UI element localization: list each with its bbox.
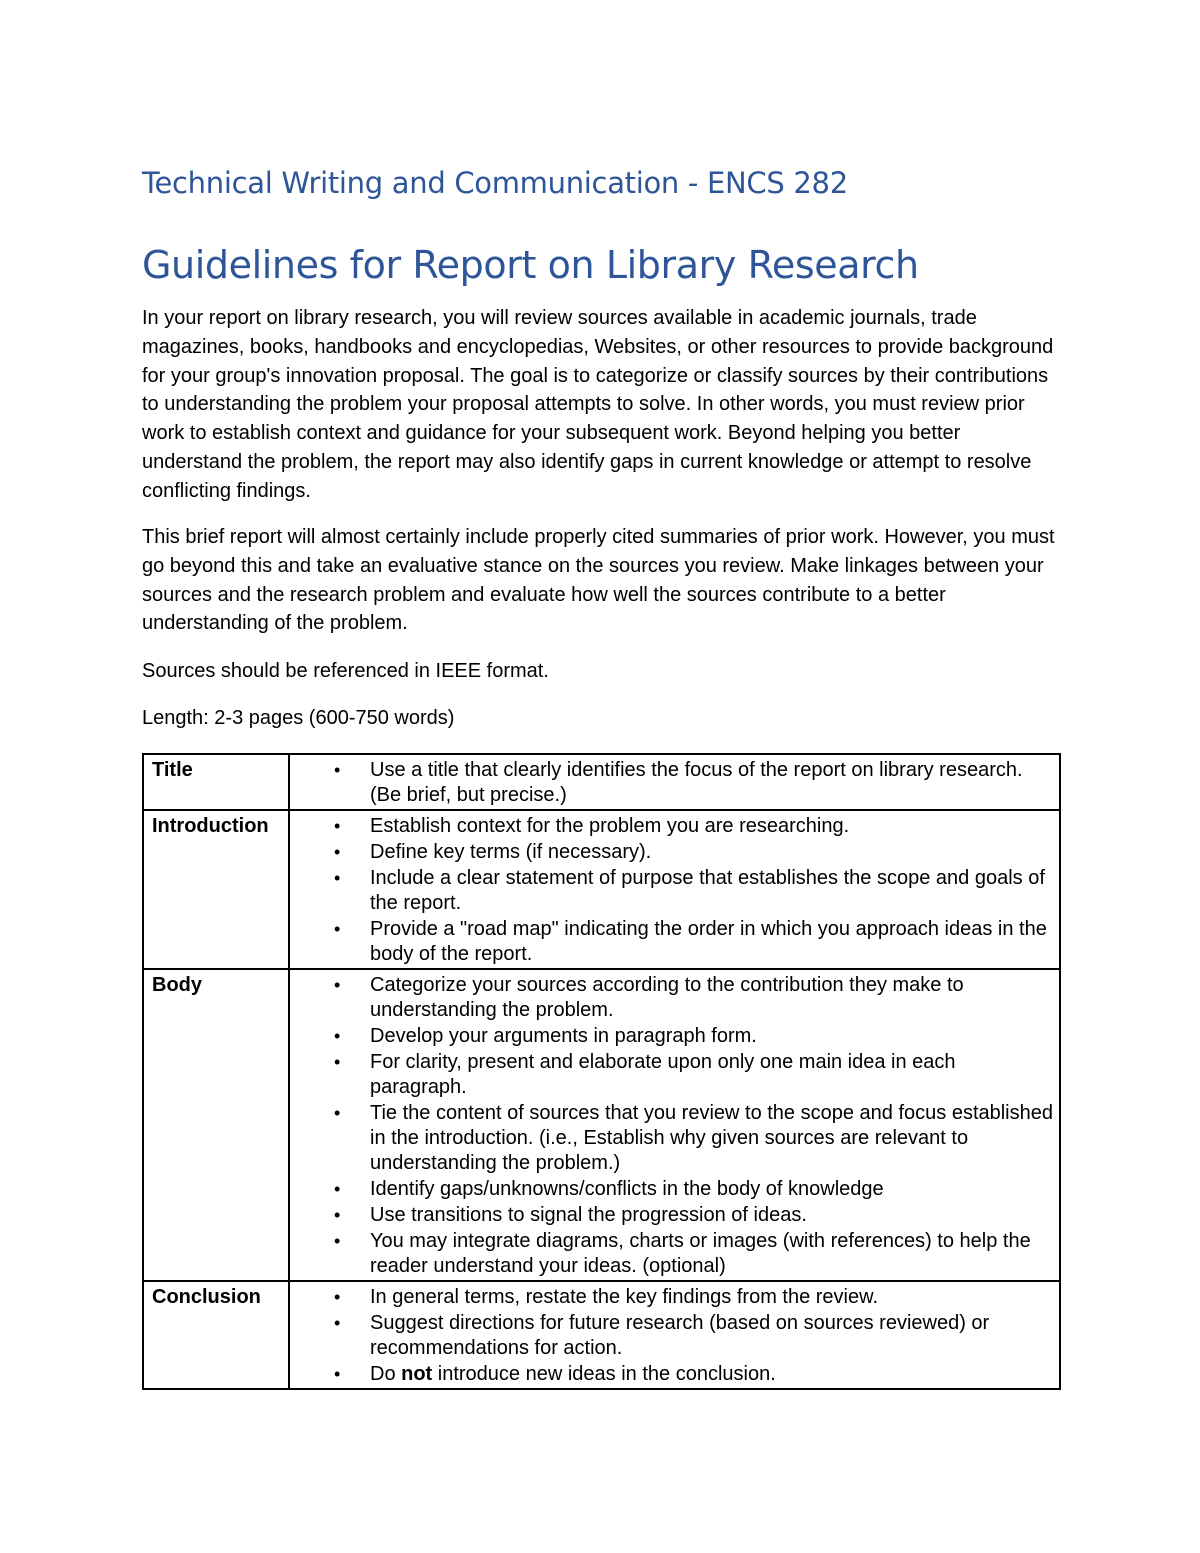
introduction-points-list (298, 814, 1053, 967)
list-item: • Define key terms (if necessary). (370, 840, 1053, 865)
course-title: Technical Writing and Communication - ENCS 282 (142, 166, 848, 200)
conclusion-points-list (298, 1285, 1053, 1387)
point-text-end: introduce new ideas in the conclusion. (432, 1363, 776, 1385)
point-emphasis: not (401, 1363, 433, 1385)
table-row (143, 810, 1060, 969)
title-points-list (298, 758, 1053, 808)
list-item (370, 1362, 1053, 1387)
section-label-cell (143, 754, 289, 810)
document-title: Guidelines for Report on Library Research (142, 243, 919, 287)
section-label-body: Body (152, 974, 202, 996)
list-item: • Identify gaps/unknowns/conflicts in the body of knowledge (370, 1177, 1053, 1202)
list-item: • Include a clear statement of purpose that establishes the scope and goals of the report. (370, 866, 1053, 916)
list-item: • Provide a "road map" indicating the order in which you approach ideas in the body of the report. (370, 917, 1053, 967)
evaluation-paragraph: This brief report will almost certainly include properly cited summaries of prior work. However, you must go beyond this and take an evaluative stance on the sources you review. Make linkages between your sources and the research problem and evaluate how well the sources contribute to a better understanding of the problem. (142, 526, 1055, 635)
length-note: Length: 2-3 pages (600-750 words) (142, 707, 455, 729)
list-item: • Categorize your sources according to the contribution they make to understanding the problem. (370, 973, 1053, 1023)
list-item: • You may integrate diagrams, charts or images (with references) to help the reader understand your ideas. (optional) (370, 1229, 1053, 1279)
list-item: • Use a title that clearly identifies the focus of the report on library research. (Be brief, but precise.) (370, 758, 1053, 808)
guidelines-table (142, 753, 1061, 1390)
section-label-title: Title (152, 759, 193, 781)
list-item: • Establish context for the problem you are researching. (370, 814, 1053, 839)
table-row (143, 1281, 1060, 1389)
section-label-cell (143, 969, 289, 1281)
list-item: • Use transitions to signal the progression of ideas. (370, 1203, 1053, 1228)
section-points-cell (289, 810, 1060, 969)
body-points-list (298, 973, 1053, 1279)
section-label-conclusion: Conclusion (152, 1286, 261, 1308)
point-text-start: Do (370, 1363, 402, 1385)
list-item: • For clarity, present and elaborate upon only one main idea in each paragraph. (370, 1050, 1053, 1100)
list-item: • Develop your arguments in paragraph form. (370, 1024, 1053, 1049)
table-row (143, 754, 1060, 810)
section-label-cell (143, 1281, 289, 1389)
table-row (143, 969, 1060, 1281)
list-item: • In general terms, restate the key findings from the review. (370, 1285, 1053, 1310)
list-item: • Tie the content of sources that you review to the scope and focus established in the introduction. (i.e., Establish why given sources are relevant to understanding the problem.) (370, 1101, 1053, 1176)
intro-paragraph: In your report on library research, you will review sources available in academic journals, trade magazines, books, handbooks and encyclopedias, Websites, or other resources to provide background for your group's innovation proposal. The goal is to categorize or classify sources by their contributions to understanding the problem your proposal attempts to solve. In other words, you must review prior work to establish context and guidance for your subsequent work. Beyond helping you better understand the problem, the report may also identify gaps in current knowledge or attempt to resolve conflicting findings. (142, 307, 1054, 502)
section-label-introduction: Introduction (152, 815, 269, 837)
list-item: • Suggest directions for future research (based on sources reviewed) or recommendations for action. (370, 1311, 1053, 1361)
section-points-cell (289, 969, 1060, 1281)
section-points-cell (289, 1281, 1060, 1389)
section-points-cell (289, 754, 1060, 810)
reference-format-note: Sources should be referenced in IEEE format. (142, 660, 549, 682)
section-label-cell (143, 810, 289, 969)
